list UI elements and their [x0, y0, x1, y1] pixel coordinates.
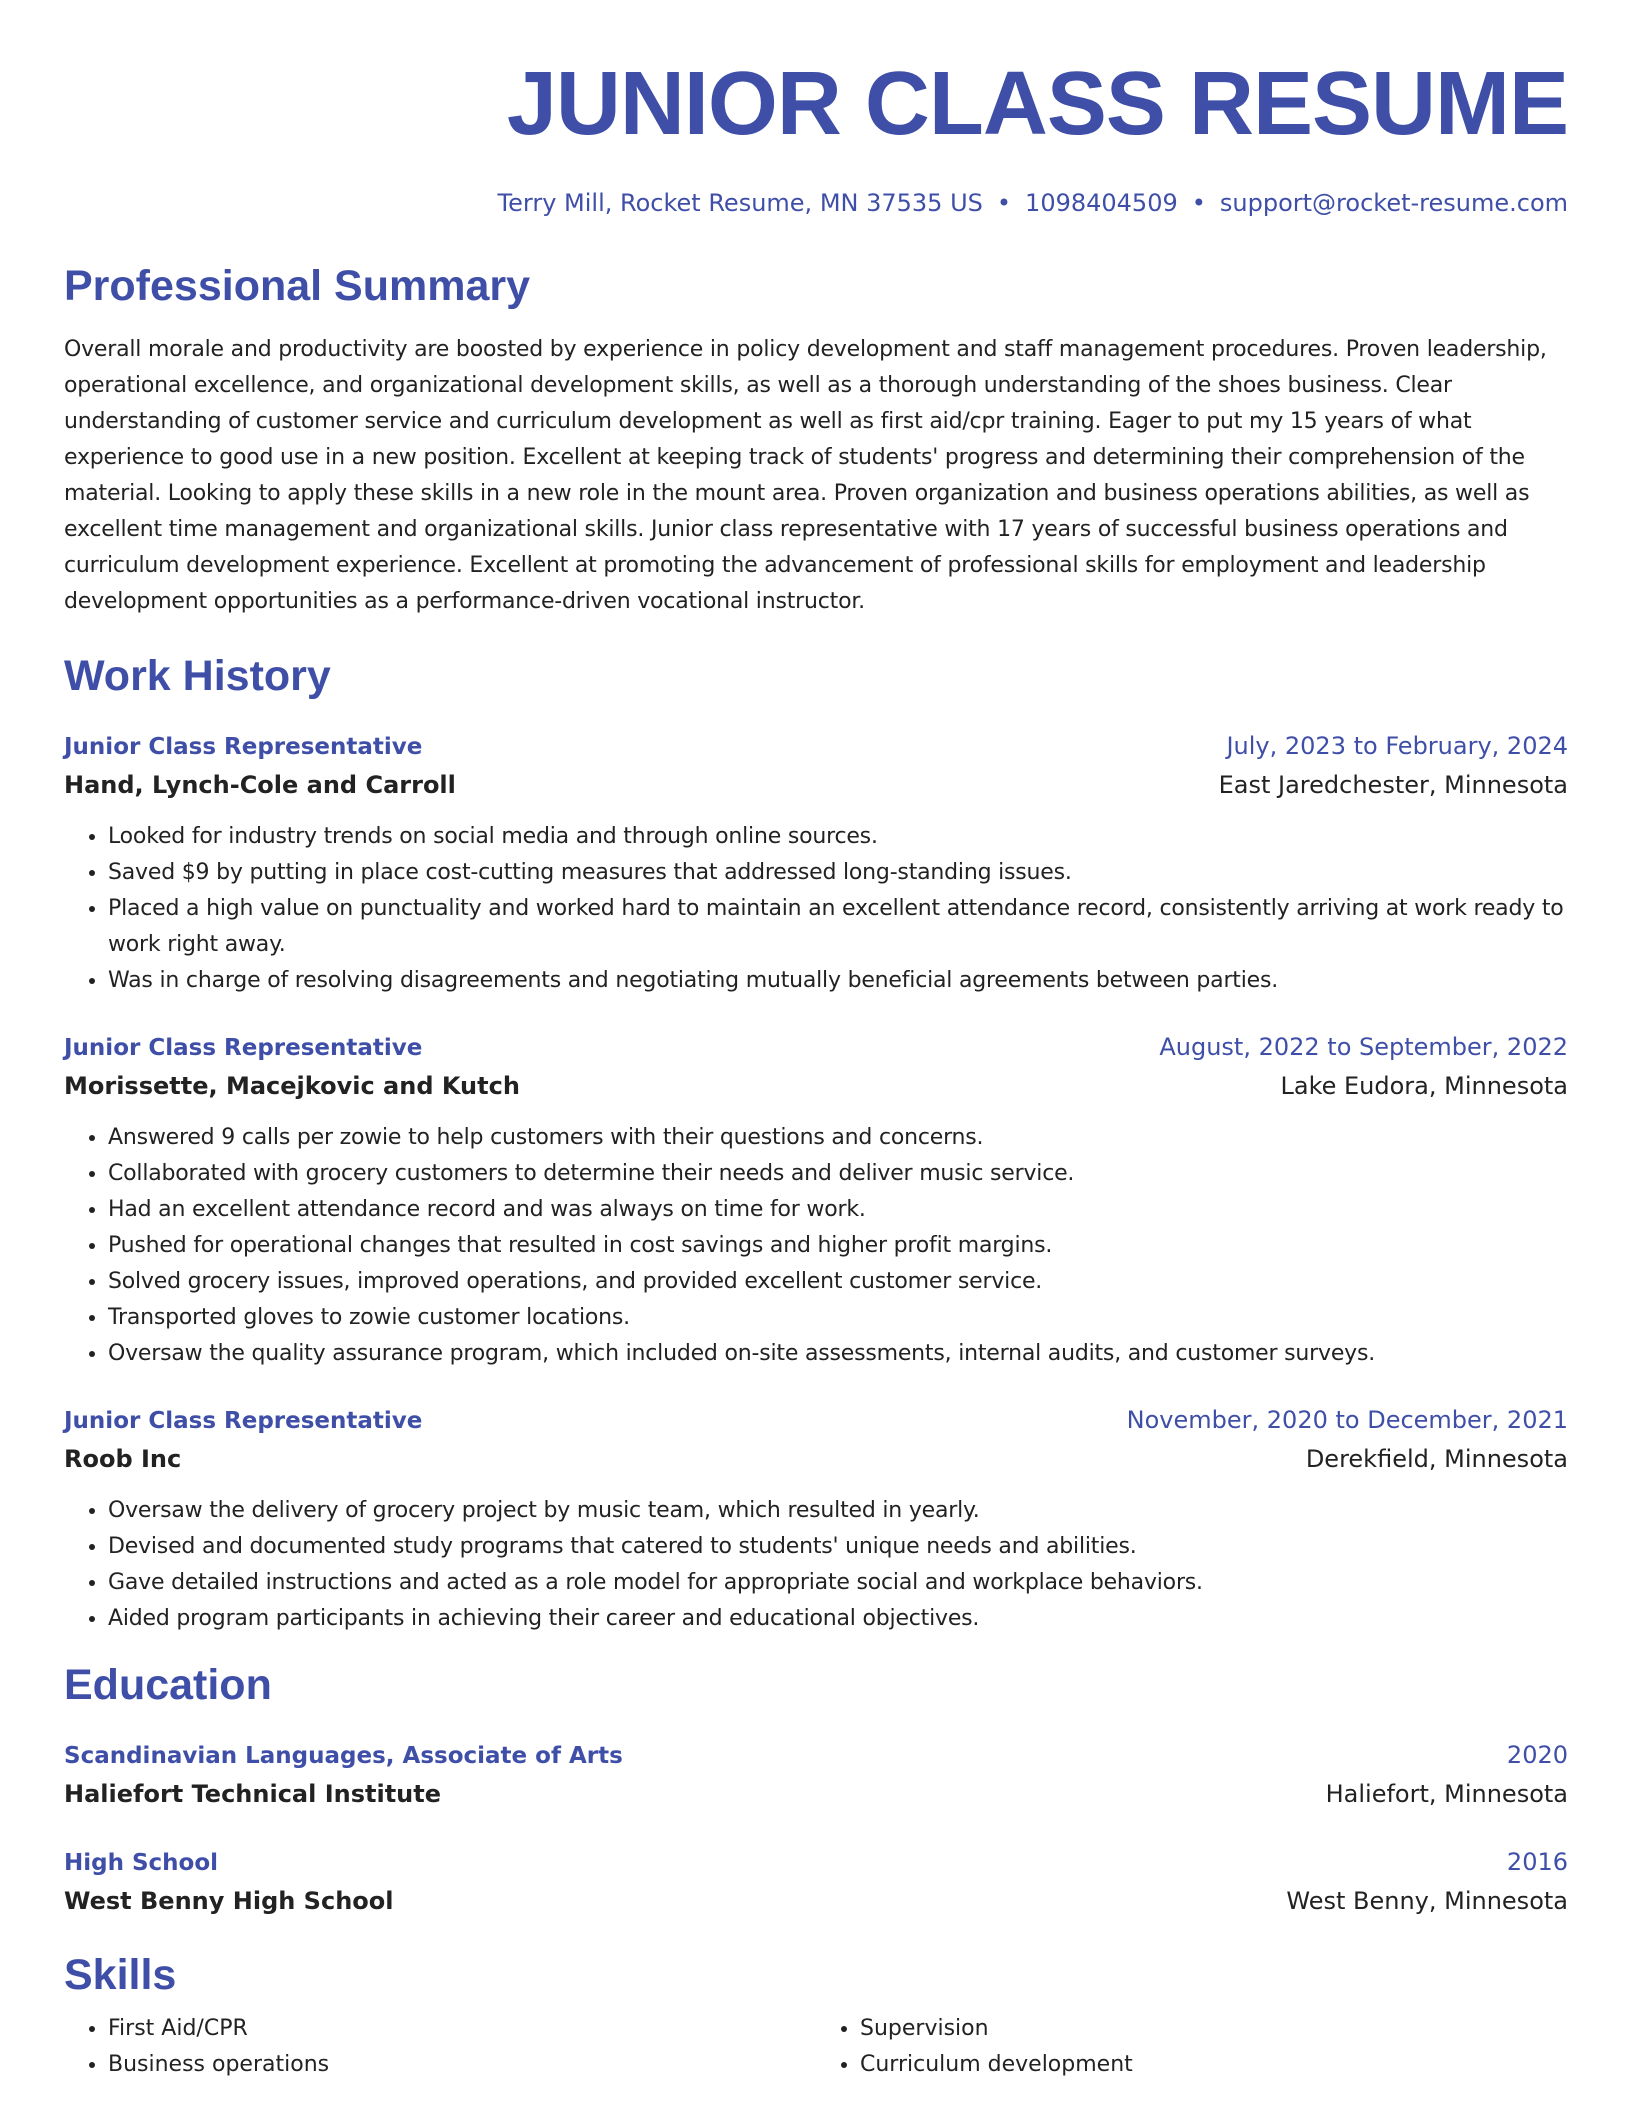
- skill-item: • First Aid/CPR: [108, 2011, 816, 2047]
- education-school: Haliefort Technical Institute: [64, 1780, 442, 1808]
- education-degree: Scandinavian Languages, Associate of Arts: [64, 1743, 623, 1769]
- job-bullet: • Oversaw the quality assurance program, which included on-site assessments, internal audits, and customer surveys.: [108, 1336, 1568, 1372]
- job-bullet: • Had an excellent attendance record and was always on time for work.: [108, 1192, 1568, 1228]
- job-bullet: • Oversaw the delivery of grocery project by music team, which resulted in yearly.: [108, 1493, 1568, 1529]
- job-title: Junior Class Representative: [64, 734, 423, 760]
- skill-item: • Curriculum development: [860, 2047, 1568, 2083]
- contact-separator: •: [1191, 189, 1206, 217]
- skills-section: [64, 1949, 1568, 2083]
- education-year: 2016: [1506, 1848, 1568, 1876]
- job-location: East Jaredchester, Minnesota: [1218, 771, 1568, 799]
- skills-column-right: [816, 2011, 1568, 2083]
- contact-line: [64, 188, 1568, 218]
- skills-column-left: [64, 2011, 816, 2083]
- education-location: West Benny, Minnesota: [1286, 1887, 1568, 1915]
- job-entry: [64, 1029, 1568, 1372]
- section-heading-skills: Skills: [64, 1951, 177, 1999]
- job-bullets: [64, 819, 1568, 999]
- education-school: West Benny High School: [64, 1887, 394, 1915]
- job-bullet: • Aided program participants in achieving their career and educational objectives.: [108, 1601, 1568, 1637]
- job-bullet: • Collaborated with grocery customers to determine their needs and deliver music service.: [108, 1156, 1568, 1192]
- summary-section: [64, 260, 1568, 620]
- job-bullet: • Solved grocery issues, improved operations, and provided excellent customer service.: [108, 1264, 1568, 1300]
- section-heading-education: Education: [64, 1661, 272, 1709]
- education-location: Haliefort, Minnesota: [1325, 1780, 1568, 1808]
- job-bullet: • Was in charge of resolving disagreements and negotiating mutually beneficial agreements between parties.: [108, 963, 1568, 999]
- contact-phone: 1098404509: [1025, 189, 1178, 217]
- job-location: Derekfield, Minnesota: [1305, 1445, 1568, 1473]
- work-history-section: [64, 650, 1568, 1637]
- job-dates: November, 2020 to December, 2021: [1126, 1406, 1568, 1434]
- job-bullet: • Gave detailed instructions and acted as a role model for appropriate social and workplace behaviors.: [108, 1565, 1568, 1601]
- job-title: Junior Class Representative: [64, 1408, 423, 1434]
- education-entry: [64, 1844, 1568, 1921]
- section-heading-work: Work History: [64, 652, 331, 700]
- skills-grid: [64, 2011, 1568, 2083]
- job-bullet: • Transported gloves to zowie customer locations.: [108, 1300, 1568, 1336]
- contact-address: Terry Mill, Rocket Resume, MN 37535 US: [497, 189, 983, 217]
- contact-separator: •: [996, 189, 1012, 217]
- education-year: 2020: [1506, 1741, 1568, 1769]
- skill-item: • Business operations: [108, 2047, 816, 2083]
- job-bullet: • Looked for industry trends on social media and through online sources.: [108, 819, 1568, 855]
- job-company: Roob Inc: [64, 1445, 182, 1473]
- job-bullet: • Saved $9 by putting in place cost-cutting measures that addressed long-standing issues.: [108, 855, 1568, 891]
- job-title: Junior Class Representative: [64, 1035, 423, 1061]
- job-bullets: [64, 1493, 1568, 1637]
- resume-title: JUNIOR CLASS RESUME: [506, 54, 1568, 154]
- job-bullet: • Devised and documented study programs that catered to students' unique needs and abilities.: [108, 1529, 1568, 1565]
- job-bullets: [64, 1120, 1568, 1372]
- job-entry: [64, 728, 1568, 999]
- job-dates: July, 2023 to February, 2024: [1226, 732, 1568, 760]
- education-section: [64, 1659, 1568, 1921]
- education-entry: [64, 1737, 1568, 1814]
- section-heading-summary: Professional Summary: [64, 262, 531, 310]
- job-company: Morissette, Macejkovic and Kutch: [64, 1072, 520, 1100]
- job-company: Hand, Lynch-Cole and Carroll: [64, 771, 456, 799]
- education-degree: High School: [64, 1850, 219, 1876]
- skill-item: • Supervision: [860, 2011, 1568, 2047]
- job-bullet: • Placed a high value on punctuality and worked hard to maintain an excellent attendance record, consistently arriving at work ready to work right away.: [108, 891, 1568, 963]
- job-bullet: • Answered 9 calls per zowie to help customers with their questions and concerns.: [108, 1120, 1568, 1156]
- job-entry: [64, 1402, 1568, 1637]
- job-bullet: • Pushed for operational changes that resulted in cost savings and higher profit margins.: [108, 1228, 1568, 1264]
- summary-text: Overall morale and productivity are boosted by experience in policy development and staff management procedures. Proven leadership, operational excellence, and organizational development skills, as well as a thorough understanding of the shoes business. Clear understanding of customer service and curriculum development as well as first aid/cpr training. Eager to put my 15 years of what experience to good use in a new position. Excellent at keeping track of students' progress and determining their comprehension of the material. Looking to apply these skills in a new role in the mount area. Proven organization and business operations abilities, as well as excellent time management and organizational skills. Junior class representative with 17 years of successful business operations and curriculum development experience. Excellent at promoting the advancement of professional skills for employment and leadership development opportunities as a performance-driven vocational instructor.: [64, 337, 1547, 614]
- job-dates: August, 2022 to September, 2022: [1159, 1033, 1568, 1061]
- job-location: Lake Eudora, Minnesota: [1280, 1072, 1568, 1100]
- contact-email: support@rocket-resume.com: [1219, 189, 1568, 217]
